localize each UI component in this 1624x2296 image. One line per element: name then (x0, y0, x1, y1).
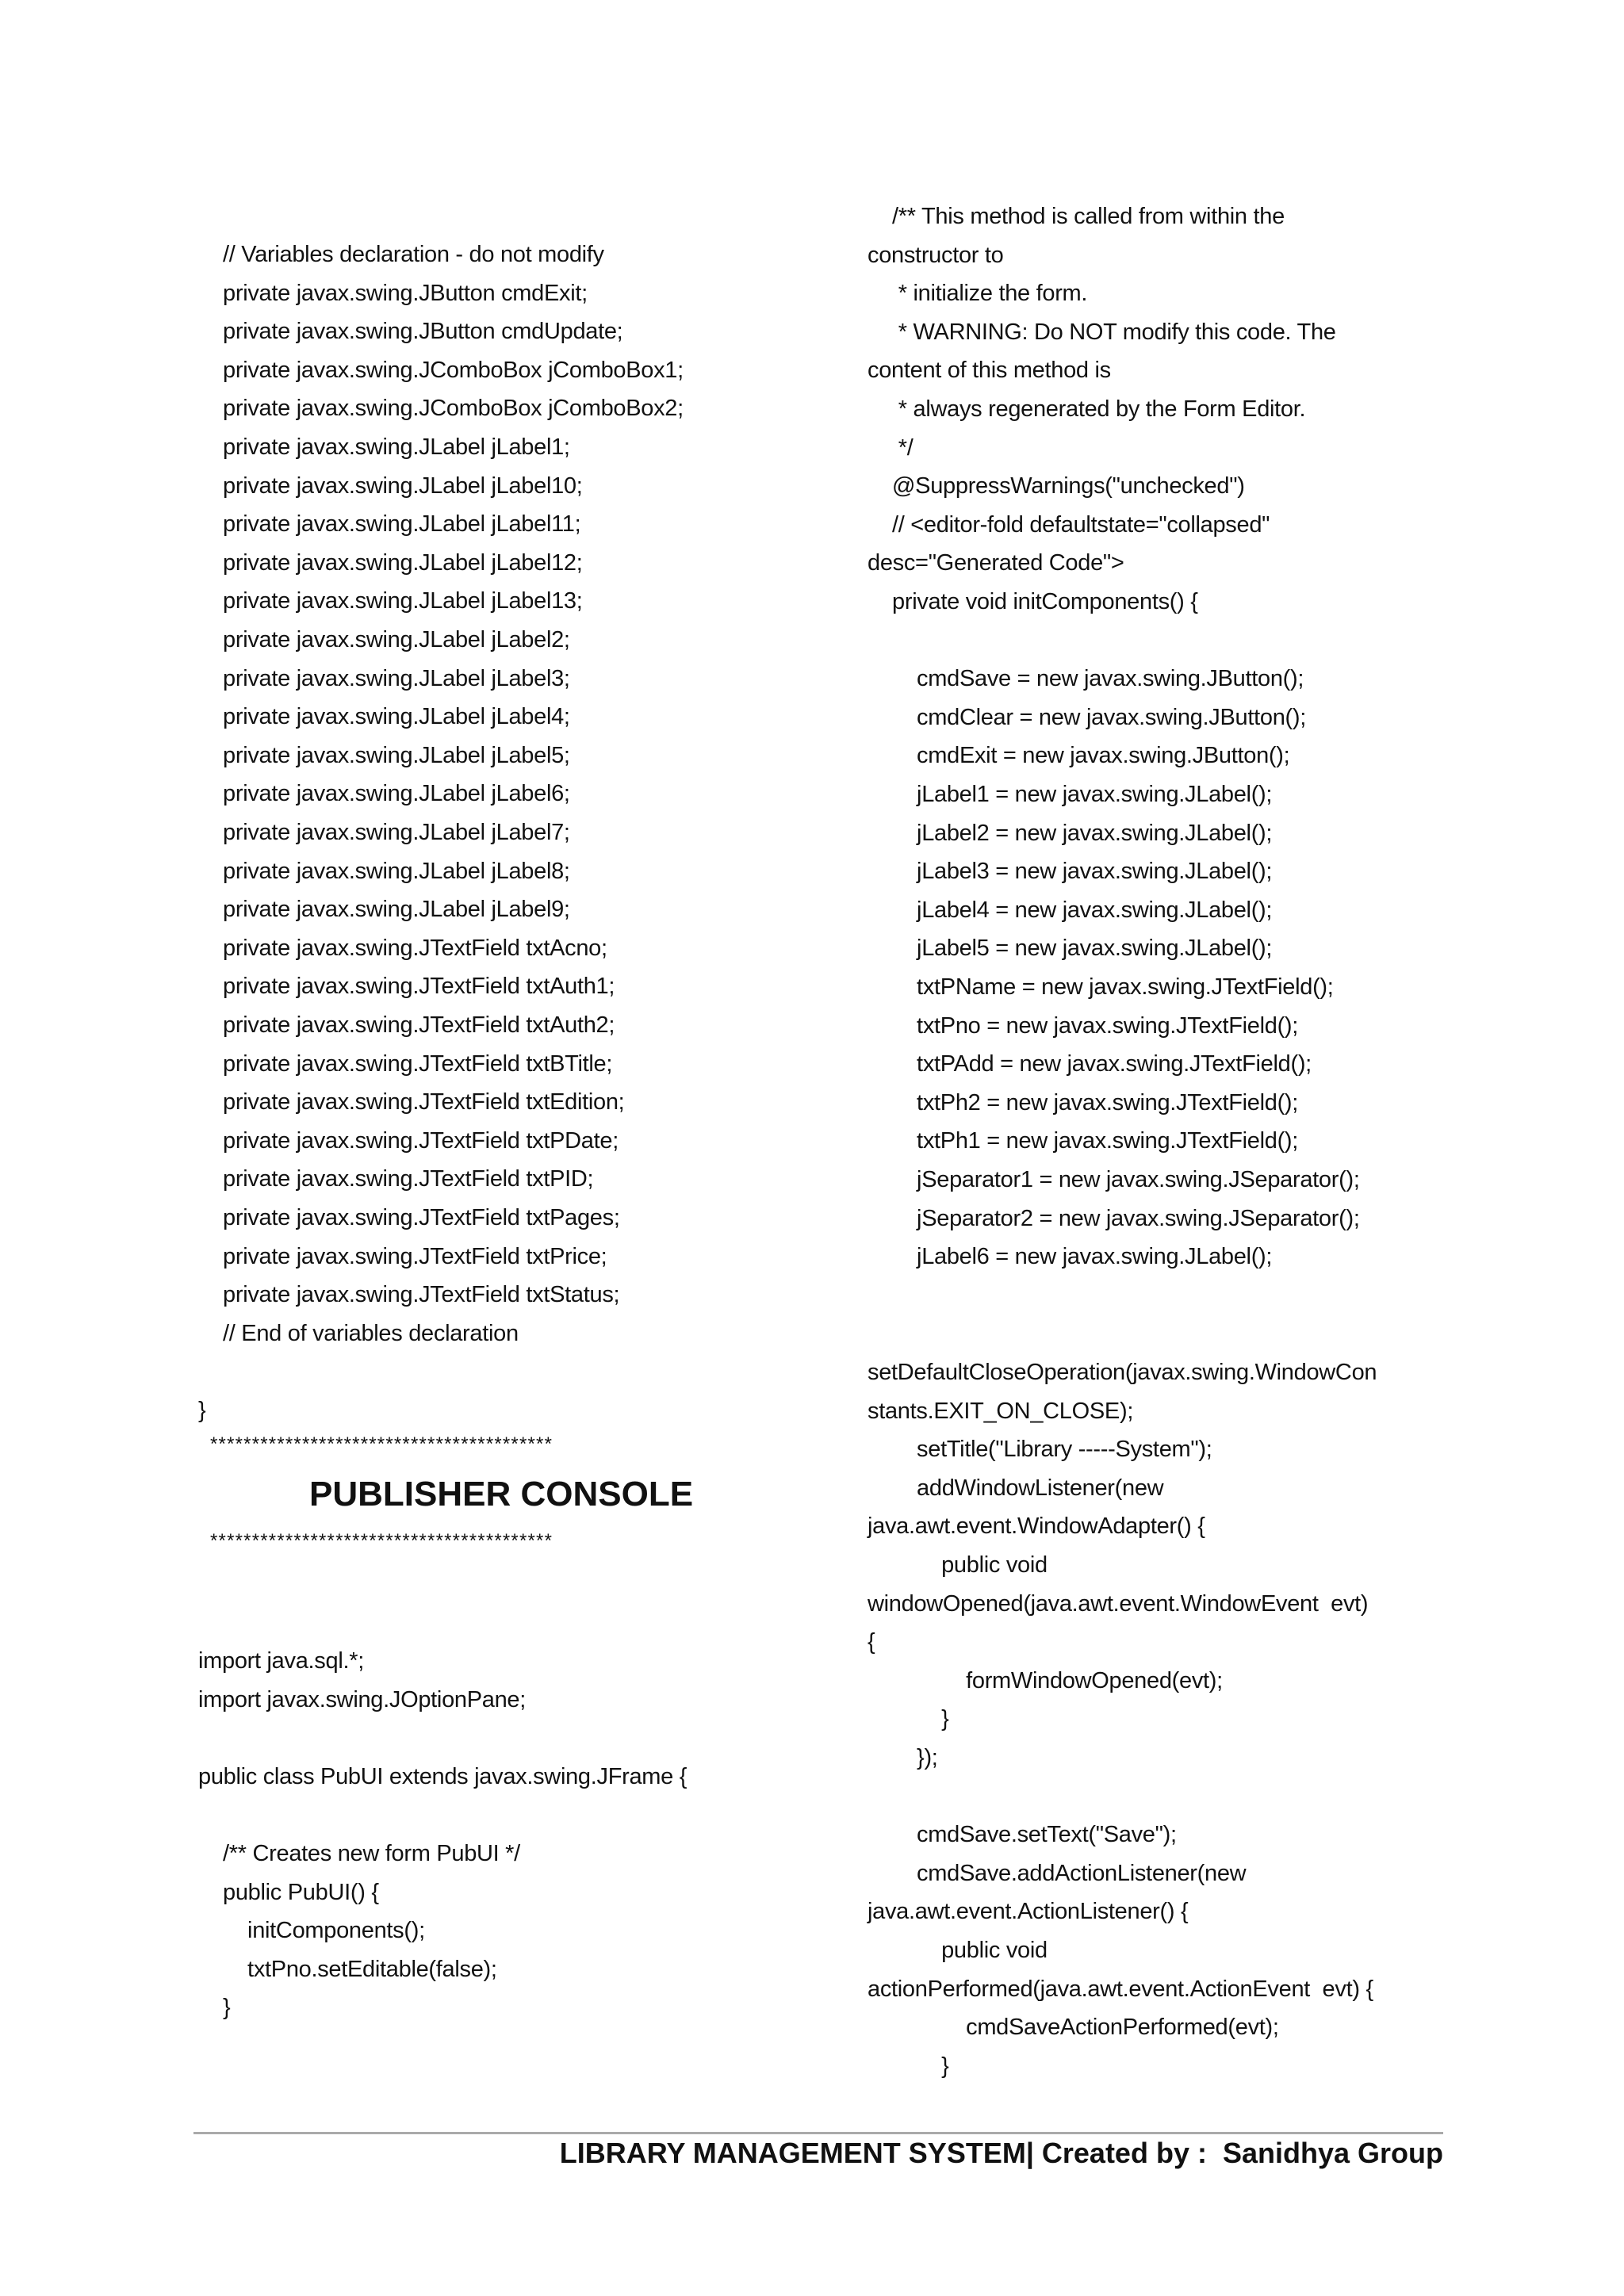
code-line: initComponents(); (198, 1918, 425, 1944)
code-line: txtPno = new javax.swing.JTextField(); (868, 1012, 1299, 1039)
code-line: cmdSave.addActionListener(new (868, 1860, 1247, 1886)
stars-divider-bottom: ***************************************** (210, 1530, 553, 1552)
code-line: jSeparator1 = new javax.swing.JSeparator(); (868, 1167, 1360, 1192)
code-line: // End of variables declaration (198, 1320, 519, 1346)
code-line: actionPerformed(java.awt.event.ActionEvent evt) { (868, 1976, 1373, 2002)
code-line: private javax.swing.JTextField txtAuth1; (198, 974, 615, 1000)
code-line: { (868, 1629, 875, 1655)
code-line: jLabel1 = new javax.swing.JLabel(); (868, 782, 1273, 807)
code-line: jLabel4 = new javax.swing.JLabel(); (868, 897, 1273, 923)
section-title: PUBLISHER CONSOLE (309, 1475, 694, 1513)
code-line: // Variables declaration - do not modify (198, 242, 604, 267)
code-line: private javax.swing.JTextField txtPages; (198, 1205, 620, 1230)
code-line: private javax.swing.JTextField txtBTitle; (198, 1050, 613, 1077)
left-code-column (198, 0, 801, 2141)
code-line: private javax.swing.JLabel jLabel12; (198, 549, 583, 576)
code-line: windowOpened(java.awt.event.WindowEvent evt) (868, 1590, 1369, 1617)
code-line: import javax.swing.JOptionPane; (198, 1686, 527, 1712)
code-line: private javax.swing.JLabel jLabel10; (198, 473, 583, 499)
code-line: cmdExit = new javax.swing.JButton(); (868, 743, 1290, 769)
code-line: private javax.swing.JTextField txtAcno; (198, 935, 607, 961)
code-line: private javax.swing.JTextField txtAuth2; (198, 1012, 615, 1038)
code-line: txtPno.setEditable(false); (198, 1956, 497, 1982)
code-line: public void (868, 1552, 1048, 1578)
code-line: private javax.swing.JComboBox jComboBox1; (198, 357, 684, 383)
footer-text: LIBRARY MANAGEMENT SYSTEM| Created by : Sanidhya Group (559, 2137, 1443, 2169)
code-line: * initialize the form. (868, 281, 1088, 307)
code-line: constructor to (868, 242, 1004, 268)
code-line: private javax.swing.JLabel jLabel6; (198, 781, 570, 807)
code-line: private javax.swing.JLabel jLabel13; (198, 588, 583, 614)
code-line: private javax.swing.JButton cmdUpdate; (198, 319, 623, 345)
right-code-column (868, 0, 1470, 2141)
code-line: * WARNING: Do NOT modify this code. The (868, 319, 1336, 345)
code-line: private javax.swing.JComboBox jComboBox2; (198, 396, 684, 422)
code-line: jLabel2 = new javax.swing.JLabel(); (868, 820, 1273, 846)
code-line: private javax.swing.JTextField txtPID; (198, 1166, 594, 1192)
code-line: setTitle("Library -----System"); (868, 1437, 1212, 1463)
code-line: public void (868, 1938, 1048, 1963)
code-line: addWindowListener(new (868, 1475, 1164, 1501)
code-line: java.awt.event.WindowAdapter() { (868, 1513, 1205, 1540)
code-line: }); (868, 1745, 938, 1770)
code-line: txtPAdd = new javax.swing.JTextField(); (868, 1051, 1312, 1077)
code-line: /** Creates new form PubUI */ (198, 1841, 520, 1866)
code-line: txtPh2 = new javax.swing.JTextField(); (868, 1089, 1299, 1115)
code-line: private javax.swing.JLabel jLabel3; (198, 665, 570, 691)
code-line: cmdSave.setText("Save"); (868, 1822, 1177, 1848)
code-line: private javax.swing.JLabel jLabel5; (198, 742, 570, 768)
code-line: private javax.swing.JTextField txtPrice; (198, 1243, 607, 1269)
code-line: private javax.swing.JLabel jLabel8; (198, 858, 570, 884)
code-line: private javax.swing.JLabel jLabel4; (198, 704, 570, 730)
code-line: java.awt.event.ActionListener() { (868, 1899, 1189, 1925)
code-line: */ (868, 434, 914, 461)
code-line: import java.sql.*; (198, 1648, 364, 1674)
code-line: private javax.swing.JLabel jLabel1; (198, 434, 570, 460)
code-line: txtPh1 = new javax.swing.JTextField(); (868, 1128, 1299, 1154)
code-line: setDefaultCloseOperation(javax.swing.WindowCon (868, 1360, 1377, 1385)
code-line: } (868, 1706, 949, 1732)
code-line: private javax.swing.JTextField txtStatus; (198, 1282, 620, 1308)
code-line: jLabel6 = new javax.swing.JLabel(); (868, 1244, 1273, 1270)
code-line: stants.EXIT_ON_CLOSE); (868, 1398, 1134, 1424)
footer-divider (193, 2132, 1443, 2134)
code-line: cmdSaveActionPerformed(evt); (868, 2015, 1279, 2041)
code-line: // <editor-fold defaultstate="collapsed" (868, 511, 1270, 538)
code-line: private javax.swing.JButton cmdExit; (198, 280, 588, 306)
code-line: cmdClear = new javax.swing.JButton(); (868, 704, 1307, 730)
code-line: jLabel3 = new javax.swing.JLabel(); (868, 859, 1273, 885)
code-line: private javax.swing.JLabel jLabel7; (198, 820, 570, 845)
code-line: jLabel5 = new javax.swing.JLabel(); (868, 936, 1273, 962)
code-line: jSeparator2 = new javax.swing.JSeparator(); (868, 1205, 1360, 1231)
code-line: private javax.swing.JLabel jLabel11; (198, 511, 581, 538)
code-line: /** This method is called from within the (868, 204, 1285, 229)
code-line: desc="Generated Code"> (868, 550, 1124, 576)
code-line: formWindowOpened(evt); (868, 1667, 1223, 1693)
code-line: private javax.swing.JTextField txtEdition; (198, 1089, 625, 1115)
code-line: public class PubUI extends javax.swing.JFrame { (198, 1763, 688, 1789)
code-line: public PubUI() { (198, 1879, 379, 1905)
code-line: cmdSave = new javax.swing.JButton(); (868, 666, 1304, 692)
code-line: } (868, 2053, 949, 2079)
code-line: private javax.swing.JLabel jLabel9; (198, 897, 570, 923)
code-line: txtPName = new javax.swing.JTextField(); (868, 974, 1334, 1000)
code-line: private javax.swing.JLabel jLabel2; (198, 627, 570, 652)
code-line: content of this method is (868, 358, 1111, 384)
code-line: @SuppressWarnings("unchecked") (868, 473, 1245, 499)
code-line: private javax.swing.JTextField txtPDate; (198, 1127, 619, 1154)
code-line: * always regenerated by the Form Editor. (868, 396, 1306, 422)
code-line: } (198, 1995, 231, 2021)
stars-divider-top: ***************************************** (210, 1433, 553, 1455)
code-line: } (198, 1398, 206, 1423)
code-line: private void initComponents() { (868, 589, 1198, 614)
